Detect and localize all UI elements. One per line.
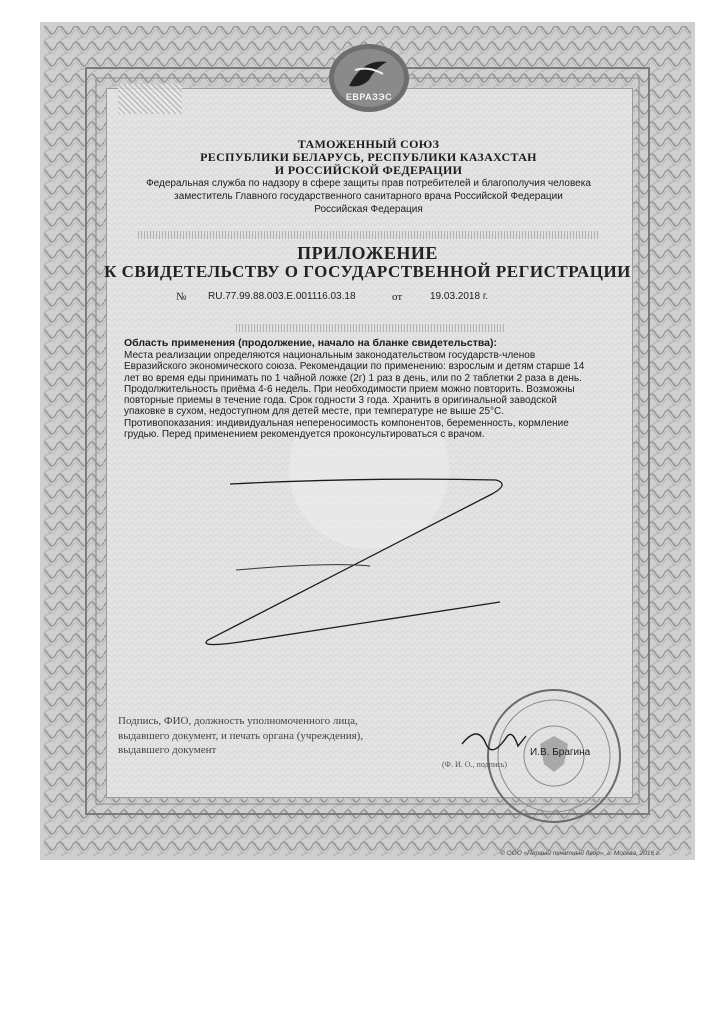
scope-heading: Область применения (продолжение, начало на бланке свидетельства): [124, 337, 497, 349]
header-line-2: РЕСПУБЛИКИ БЕЛАРУСЬ, РЕСПУБЛИКИ КАЗАХСТАН [200, 150, 537, 164]
fio-label: (Ф. И. О., подпись) [442, 760, 508, 769]
signature-scribble-icon [40, 22, 695, 860]
header-line-3: И РОССИЙСКОЙ ФЕДЕРАЦИИ [274, 163, 463, 177]
reg-number-label: № [176, 291, 187, 303]
signer-name: И.В. Брагина [530, 747, 591, 758]
printer-note: © ООО «Первый печатный двор», г. Москва, 2016 г. [500, 850, 661, 857]
reg-date: 19.03.2018 г. [430, 291, 489, 302]
logo-text: ЕВРАЗЭС [345, 92, 393, 102]
authority-line-1: Федеральная служба по надзору в сфере защиты прав потребителей и благополучия человека [146, 178, 591, 189]
certificate-sheet [40, 22, 695, 860]
authority-line-2: заместитель Главного государственного санитарного врача Российской Федерации [174, 191, 563, 202]
scope-text: Места реализации определяются национальным законодательством государств-членов Евразийского экономического союза. Рекомендации по применению: взрослым и детям старше 14 лет во время еды принимать по 1 чайной ложке (2г) 1 раз в день, или по 2 таблетки 2 раза в день. Продолжительность приёма 4-6 недель. При необходимости прием можно повторить. Возможны повторные приемы в течение года. Срок годности 3 года. Хранить в оригинальной заводской упаковке в сухом, недоступном для детей месте, при температуре не выше 25°С. Противопоказания: индивидуальная непереносимость компонентов, беременность, кормление грудью. Перед применением рекомендуется проконсультироваться с врачом. [124, 350, 585, 441]
header-line-1: ТАМОЖЕННЫЙ СОЮЗ [297, 137, 440, 151]
authority-line-3: Российская Федерация [314, 204, 423, 215]
title-line-2: К СВИДЕТЕЛЬСТВУ О ГОСУДАРСТВЕННОЙ РЕГИСТРАЦИИ [104, 262, 631, 281]
title-line-1: ПРИЛОЖЕНИЕ [297, 243, 438, 263]
reg-date-label: от [392, 291, 403, 303]
reg-number: RU.77.99.88.003.Е.001116.03.18 [208, 291, 356, 302]
signature-caption: Подпись, ФИО, должность уполномоченного лица, выдавшего документ, и печать органа (учреждения), выдавшего документ [118, 715, 364, 756]
